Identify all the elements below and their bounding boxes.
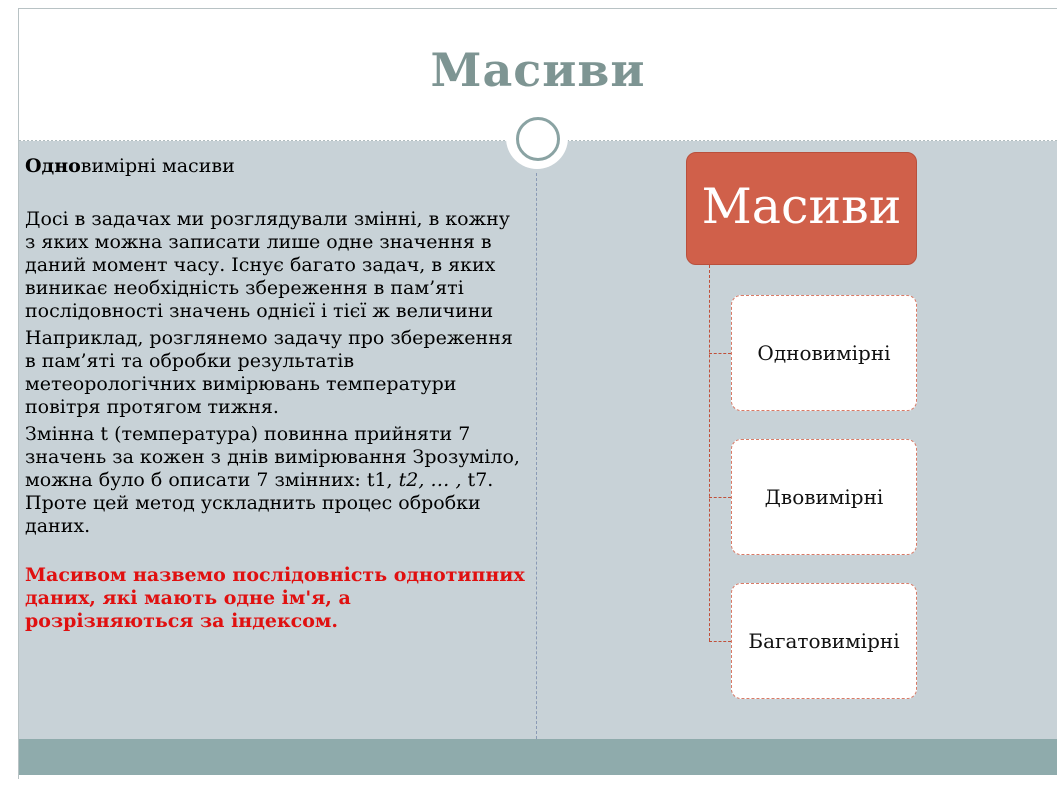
diagram-root-box: Масиви — [686, 152, 917, 265]
paragraph-3-part-2: t7. Проте цей метод ускладнить процес обробки даних. — [25, 469, 494, 537]
section-heading-bold: Одно — [25, 155, 81, 177]
slide — [18, 8, 1057, 779]
paragraph-2: Наприклад, розглянемо задачу про збереження в пам’яті та обробки результатів метеорологічних вимірювань температури повітря протягом тижня. — [25, 327, 513, 418]
diagram-connector-2 — [709, 497, 731, 498]
diagram-connector-3 — [709, 641, 731, 642]
paragraph-3-part-1: Змінна t (температура) повинна прийняти 7 значень за кожен з днів вимірювання Зрозуміло, можна було б описати 7 змінних: t1, — [25, 423, 520, 491]
slide-title: Масиви — [430, 43, 646, 97]
diagram-child-two-dimensional: Двовимірні — [731, 439, 917, 555]
diagram-child-multi-dimensional: Багатовимірні — [731, 583, 917, 699]
section-heading — [25, 155, 525, 178]
diagram-connector-vertical — [709, 265, 710, 641]
paragraph-3-italic: t2, … , — [398, 469, 462, 491]
diagram-child-one-dimensional: Одновимірні — [731, 295, 917, 411]
section-heading-rest: вимірні масиви — [80, 155, 235, 177]
paragraph-1: Досі в задачах ми розглядували змінні, в кожну з яких можна записати лише одне значення в даний момент часу. Існує багато задач, в яких виникає необхідність збереження в пам’яті послідовності значень однієї і тієї ж величини — [25, 208, 510, 322]
paragraph-3 — [25, 423, 525, 538]
bottom-band — [19, 739, 1057, 775]
column-divider — [536, 173, 537, 739]
diagram-connector-1 — [709, 353, 731, 354]
left-text-column — [25, 155, 525, 633]
definition-text: Масивом назвемо послідовність однотипних даних, які мають одне ім'я, а розрізняються за індексом. — [25, 564, 525, 632]
